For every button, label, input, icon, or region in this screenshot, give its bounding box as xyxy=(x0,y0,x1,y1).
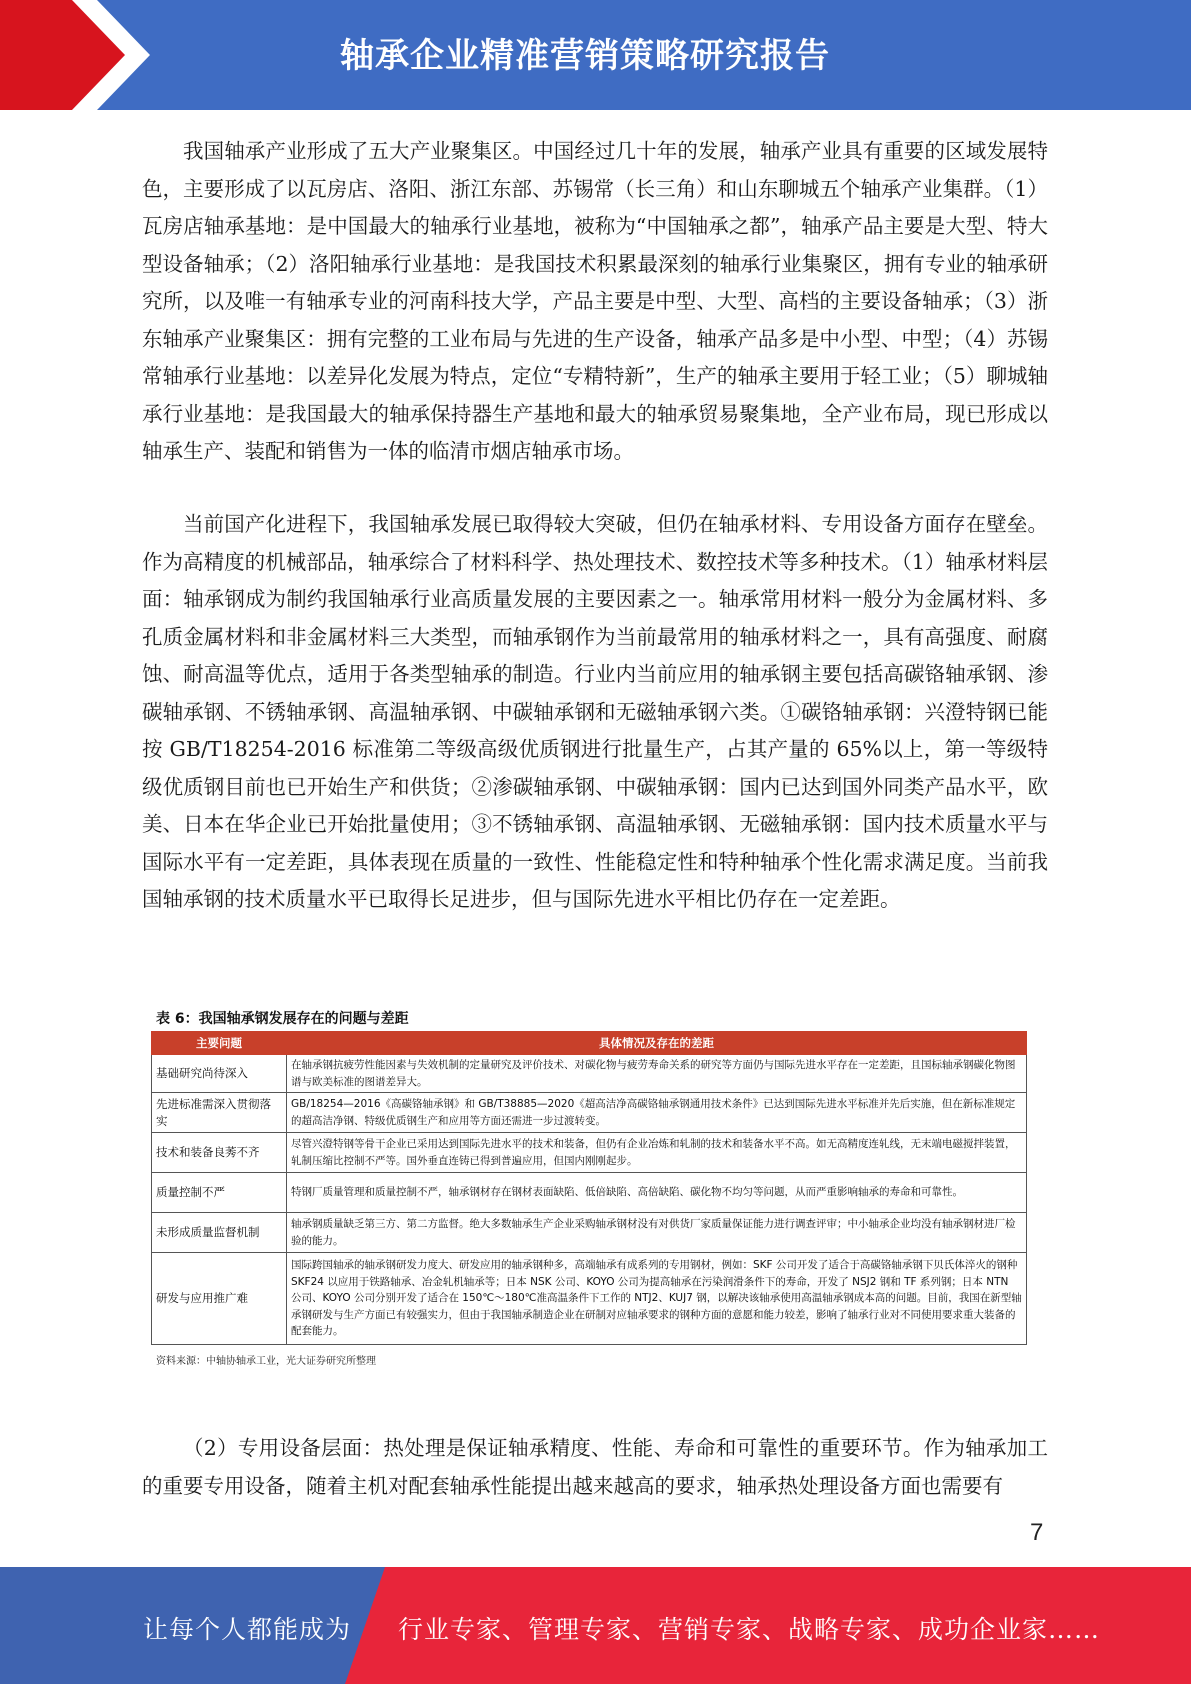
issues-table xyxy=(151,1031,1027,1345)
table-cell-detail: 尽管兴澄特钢等骨干企业已采用达到国际先进水平的技术和装备，但仍有企业冶炼和轧制的技术和装备水平不高。如无高精度连轧线，无末端电磁搅拌装置，轧制压缩比控制不严等。国外垂直连铸已得到普遍应用，但国内刚刚起步。 xyxy=(287,1133,1027,1173)
table-header-row xyxy=(152,1032,1027,1055)
table-cell-detail: 国际跨国轴承的轴承钢研发力度大、研发应用的轴承钢种多，高端轴承有成系列的专用钢材，例如：SKF 公司开发了适合于高碳铬轴承钢下贝氏体淬火的钢种 SKF24 以应用于铁路轴承、冶金轧机轴承等；日本 NSK 公司、KOYO 公司为提高轴承在污染润滑条件下的寿命，开发了 NSJ2 钢和 TF 系列钢；日本 NTN 公司、KOYO 公司分别开发了适合在 150℃～180℃准高温条件下工作的 NTJ2、KUJ7 钢，以解决该轴承使用高温轴承钢成本高的问题。目前，我国在新型轴承钢研发与生产方面已有较强实力，但由于我国轴承制造企业在研制对应轴承要求的钢种方面的意愿和能力较差，影响了轴承行业对不同使用要求重大装备的配套能力。 xyxy=(287,1253,1027,1345)
table-cell-issue: 研发与应用推广难 xyxy=(152,1253,287,1345)
table-row xyxy=(152,1093,1027,1133)
table-cell-detail: 特钢厂质量管理和质量控制不严，轴承钢材存在钢材表面缺陷、低倍缺陷、高倍缺陷、碳化物不均匀等问题，从而严重影响轴承的寿命和可靠性。 xyxy=(287,1173,1027,1213)
body-paragraph-3: （2）专用设备层面：热处理是保证轴承精度、性能、寿命和可靠性的重要环节。作为轴承加工的重要专用设备，随着主机对配套轴承性能提出越来越高的要求，轴承热处理设备方面也需要有 xyxy=(142,1436,1048,1498)
column-header-issue: 主要问题 xyxy=(152,1032,287,1055)
body-paragraph-1: 我国轴承产业形成了五大产业聚集区。中国经过几十年的发展，轴承产业具有重要的区域发展特色，主要形成了以瓦房店、洛阳、浙江东部、苏锡常（长三角）和山东聊城五个轴承产业集群。（1）瓦房店轴承基地：是中国最大的轴承行业基地，被称为“中国轴承之都”，轴承产品主要是大型、特大型设备轴承；（2）洛阳轴承行业基地：是我国技术积累最深刻的轴承行业集聚区，拥有专业的轴承研究所，以及唯一有轴承专业的河南科技大学，产品主要是中型、大型、高档的主要设备轴承；（3）浙东轴承产业聚集区：拥有完整的工业布局与先进的生产设备，轴承产品多是中小型、中型；（4）苏锡常轴承行业基地：以差异化发展为特点，定位“专精特新”，生产的轴承主要用于轻工业；（5）聊城轴承行业基地：是我国最大的轴承保持器生产基地和最大的轴承贸易聚集地，全产业布局，现已形成以轴承生产、装配和销售为一体的临清市烟店轴承市场。 xyxy=(142,139,1048,463)
table-cell-issue: 先进标准需深入贯彻落实 xyxy=(152,1093,287,1133)
header-arrow-icon xyxy=(0,0,150,110)
table-cell-detail: GB/18254—2016《高碳铬轴承钢》和 GB/T38885—2020《超高洁净高碳铬轴承钢通用技术条件》已达到国际先进水平标准并先后实施，但在新标准规定的超高洁净钢、特级优质钢生产和应用等方面还需进一步过渡转变。 xyxy=(287,1093,1027,1133)
table-row xyxy=(152,1173,1027,1213)
table-cell-detail: 轴承钢质量缺乏第三方、第二方监督。绝大多数轴承生产企业采购轴承钢材没有对供货厂家质量保证能力进行调查评审；中小轴承企业均没有轴承钢材进厂检验的能力。 xyxy=(287,1213,1027,1253)
report-title: 轴承企业精准营销策略研究报告 xyxy=(340,36,830,76)
table-cell-issue: 基础研究尚待深入 xyxy=(152,1055,287,1093)
table-row xyxy=(152,1253,1027,1345)
table-cell-issue: 质量控制不严 xyxy=(152,1173,287,1213)
table-source-note: 资料来源：中轴协轴承工业，光大证券研究所整理 xyxy=(156,1356,376,1367)
table-cell-detail: 在轴承钢抗疲劳性能因素与失效机制的定量研究及评价技术、对碳化物与疲劳寿命关系的研究等方面仍与国际先进水平存在一定差距，且国标轴承钢碳化物图谱与欧美标准的图谱差异大。 xyxy=(287,1055,1027,1093)
table-row xyxy=(152,1055,1027,1093)
table-caption: 表 6：我国轴承钢发展存在的问题与差距 xyxy=(156,1011,409,1027)
table-row xyxy=(152,1133,1027,1173)
table-cell-issue: 未形成质量监督机制 xyxy=(152,1213,287,1253)
footer-slogan-right: 行业专家、管理专家、营销专家、战略专家、成功企业家…… xyxy=(398,1615,1101,1644)
footer-slogan-left: 让每个人都能成为 xyxy=(143,1615,352,1644)
page-number: 7 xyxy=(1030,1519,1044,1546)
column-header-detail: 具体情况及存在的差距 xyxy=(287,1032,1027,1055)
table-row xyxy=(152,1213,1027,1253)
table-cell-issue: 技术和装备良莠不齐 xyxy=(152,1133,287,1173)
body-paragraph-2: 当前国产化进程下，我国轴承发展已取得较大突破，但仍在轴承材料、专用设备方面存在壁垒。作为高精度的机械部品，轴承综合了材料科学、热处理技术、数控技术等多种技术。（1）轴承材料层面：轴承钢成为制约我国轴承行业高质量发展的主要因素之一。轴承常用材料一般分为金属材料、多孔质金属材料和非金属材料三大类型，而轴承钢作为当前最常用的轴承材料之一，具有高强度、耐腐蚀、耐高温等优点，适用于各类型轴承的制造。行业内当前应用的轴承钢主要包括高碳铬轴承钢、渗碳轴承钢、不锈轴承钢、高温轴承钢、中碳轴承钢和无磁轴承钢六类。①碳铬轴承钢：兴澄特钢已能按 GB/T18254-2016 标准第二等级高级优质钢进行批量生产，占其产量的 65%以上，第一等级特级优质钢目前也已开始生产和供货；②渗碳轴承钢、中碳轴承钢：国内已达到国外同类产品水平，欧美、日本在华企业已开始批量使用；③不锈轴承钢、高温轴承钢、无磁轴承钢：国内技术质量水平与国际水平有一定差距，具体表现在质量的一致性、性能稳定性和特种轴承个性化需求满足度。当前我国轴承钢的技术质量水平已取得长足进步，但与国际先进水平相比仍存在一定差距。 xyxy=(142,512,1048,911)
